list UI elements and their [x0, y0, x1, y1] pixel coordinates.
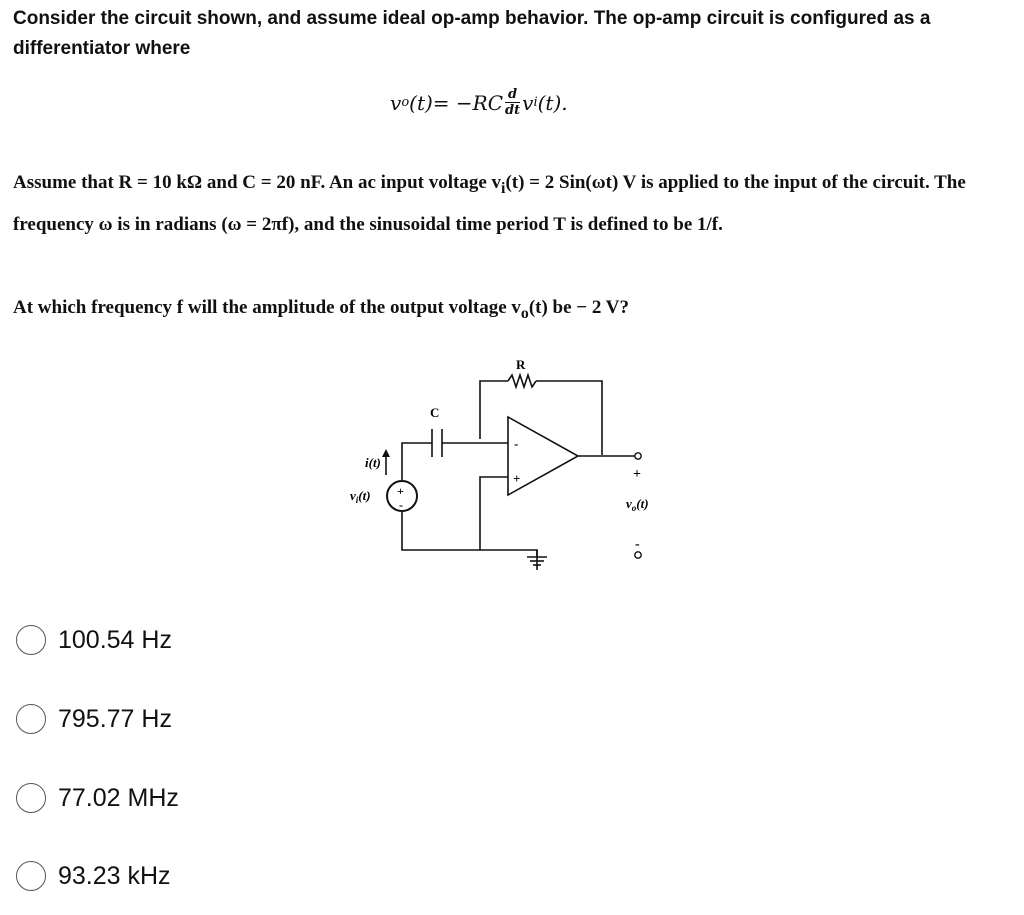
radio-button-3[interactable]: [16, 783, 46, 813]
question-intro: Consider the circuit shown, and assume ideal op-amp behavior. The op-amp circuit is configured as a differentiator where: [13, 8, 931, 59]
ask-part2: (t) be − 2 V?: [528, 297, 629, 318]
choice-label-1: 100.54 Hz: [58, 625, 172, 654]
current-arrow-head: [382, 449, 390, 457]
assumption-sub: i: [501, 179, 506, 197]
noninverting-wire: [480, 477, 508, 550]
opamp-plus-label: +: [513, 471, 521, 486]
choice-option-2[interactable]: [16, 704, 172, 734]
radio-button-4[interactable]: [16, 861, 46, 891]
resistor-label: R: [516, 357, 526, 372]
frac-numerator: d: [508, 87, 518, 102]
resistor-zigzag: [508, 375, 536, 387]
radio-button-2[interactable]: [16, 704, 46, 734]
output-plus-label: +: [633, 467, 641, 482]
formula-rhs-arg: (t).: [537, 90, 568, 115]
formula-lhs: v: [390, 90, 402, 115]
input-arg: (t): [358, 488, 371, 503]
output-terminal-plus: [635, 453, 641, 459]
assumption-part2: (t) = 2 Sin(ωt) V is applied to the input of the circuit. The frequency ω is in radians (ω = 2πf), and the sinusoidal time period T is defined to be 1/f.: [13, 172, 966, 235]
assumption-text: [13, 165, 1003, 243]
choice-option-4[interactable]: [16, 861, 171, 891]
formula-arg: (t): [409, 90, 433, 115]
formula-equals: = −RC: [432, 90, 504, 115]
input-voltage-label: [350, 488, 371, 505]
formula-lhs-sub: o: [401, 95, 410, 110]
opamp-minus-label: -: [514, 436, 519, 451]
ask-sub: o: [520, 304, 529, 322]
ask-part1: At which frequency f will the amplitude of the output voltage v: [13, 297, 521, 318]
ground-return-wire: [402, 512, 537, 557]
formula-rhs-sub: i: [533, 95, 538, 110]
input-sub: i: [355, 495, 359, 505]
output-sub: o: [631, 503, 637, 513]
frac-denominator: dt: [505, 103, 521, 118]
choice-option-3[interactable]: [16, 783, 179, 813]
output-v: v: [626, 496, 632, 511]
assumption-part1: Assume that R = 10 kΩ and C = 20 nF. An ac input voltage v: [13, 172, 502, 193]
current-label: i(t): [365, 455, 381, 470]
question-ask: [13, 292, 629, 330]
radio-button-1[interactable]: [16, 625, 46, 655]
feedback-wire-left: [480, 381, 508, 439]
circuit-diagram: [330, 345, 690, 580]
input-v: v: [350, 488, 356, 503]
output-minus-label: -: [635, 537, 640, 552]
choice-label-2: 795.77 Hz: [58, 704, 172, 733]
formula-rhs: v: [522, 90, 534, 115]
output-voltage-label: [626, 496, 649, 513]
formula-derivative: [505, 88, 520, 117]
choice-label-3: 77.02 MHz: [58, 783, 179, 812]
capacitor-label: C: [430, 405, 440, 420]
choice-label-4: 93.23 kHz: [58, 861, 171, 890]
source-plus-label: +: [397, 484, 404, 498]
differentiator-formula: [390, 88, 568, 117]
output-terminal-minus: [635, 552, 641, 558]
source-minus-label: -: [399, 498, 403, 512]
feedback-wire-right: [536, 381, 602, 455]
output-arg: (t): [636, 496, 649, 511]
choice-option-1[interactable]: [16, 625, 172, 655]
input-wire: [402, 443, 432, 480]
